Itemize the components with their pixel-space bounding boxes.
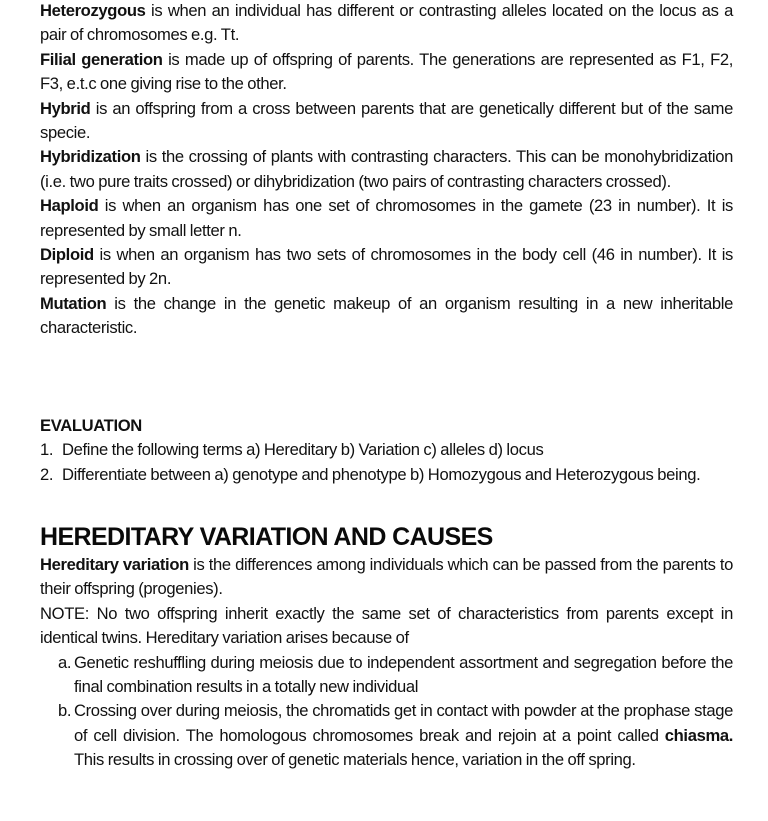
definition-hybrid [40, 97, 733, 146]
section-note: NOTE: No two offspring inherit exactly the same set of characteristics from parents except in identical twins. Hereditary variation arises because of [40, 603, 733, 648]
definition-term: Hybrid [40, 98, 91, 118]
definition-text: is the crossing of plants with contrasting characters. This can be monohybridization (i.e. two pure traits crossed) or dihybridization (two pairs of contrasting characters crossed). [40, 147, 733, 191]
evaluation-item [40, 438, 733, 462]
cause-item-letter: a. [58, 652, 72, 672]
definitions-block [40, 0, 733, 341]
spacer [40, 487, 733, 521]
section-intro [40, 553, 733, 602]
definition-filial-generation [40, 48, 733, 97]
definition-term: Mutation [40, 293, 107, 313]
definition-haploid [40, 194, 733, 243]
causes-list [40, 651, 733, 773]
cause-item-letter: b. [58, 701, 72, 721]
evaluation-item-number: 1. [40, 440, 54, 460]
definition-term: Haploid [40, 196, 99, 216]
cause-item-text-after: This results in crossing over of genetic materials hence, variation in the off spring. [74, 750, 636, 770]
definition-text: is when an organism has two sets of chromosomes in the body cell (46 in number). It is represented by 2n. [40, 245, 733, 289]
intro-term: Hereditary variation [40, 554, 189, 574]
definition-term: Diploid [40, 245, 94, 265]
evaluation-item-text: Differentiate between a) genotype and phenotype b) Homozygous and Heterozygous being. [62, 464, 701, 484]
cause-item-text: Genetic reshuffling during meiosis due to independent assortment and segregation before the final combination results in a totally new individual [74, 652, 733, 696]
definition-heterozygous [40, 0, 733, 48]
evaluation-item-text: Define the following terms a) Hereditary b) Variation c) alleles d) locus [62, 440, 544, 460]
cause-item [40, 699, 733, 772]
definition-text: is the change in the genetic makeup of an organism resulting in a new inheritable characteristic. [40, 293, 733, 338]
evaluation-item [40, 463, 733, 487]
definition-text: is an offspring from a cross between parents that are genetically different but of the same specie. [40, 98, 733, 143]
definition-diploid [40, 243, 733, 292]
cause-item [40, 651, 733, 700]
evaluation-title: EVALUATION [40, 415, 142, 435]
chiasma-term: chiasma. [664, 725, 733, 745]
section-heading: HEREDITARY VARIATION AND CAUSES [40, 522, 493, 551]
definition-text: is when an individual has different or contrasting alleles located on the locus as a pair of chromosomes e.g. Tt. [40, 1, 733, 45]
spacer [40, 341, 733, 414]
cause-item-text-before: Crossing over during meiosis, the chromatids get in contact with powder at the prophase stage of cell division. The homologous chromosomes break and rejoin at a point called [74, 701, 733, 745]
definition-text: is when an organism has one set of chromosomes in the gamete (23 in number). It is represented by small letter n. [40, 196, 733, 240]
definition-text: is made up of offspring of parents. The generations are represented as F1, F2, F3, e.t.c one giving rise to the other. [40, 49, 733, 94]
intro-text: is the differences among individuals which can be passed from the parents to their offspring (progenies). [40, 554, 733, 599]
evaluation-item-number: 2. [40, 464, 54, 484]
definition-mutation [40, 292, 733, 341]
definition-term: Hybridization [40, 147, 141, 167]
definition-term: Filial generation [40, 49, 163, 69]
evaluation-block [40, 414, 733, 487]
evaluation-list [40, 438, 733, 487]
definition-hybridization [40, 145, 733, 194]
hereditary-variation-section [40, 521, 733, 773]
definition-term: Heterozygous [40, 1, 146, 20]
